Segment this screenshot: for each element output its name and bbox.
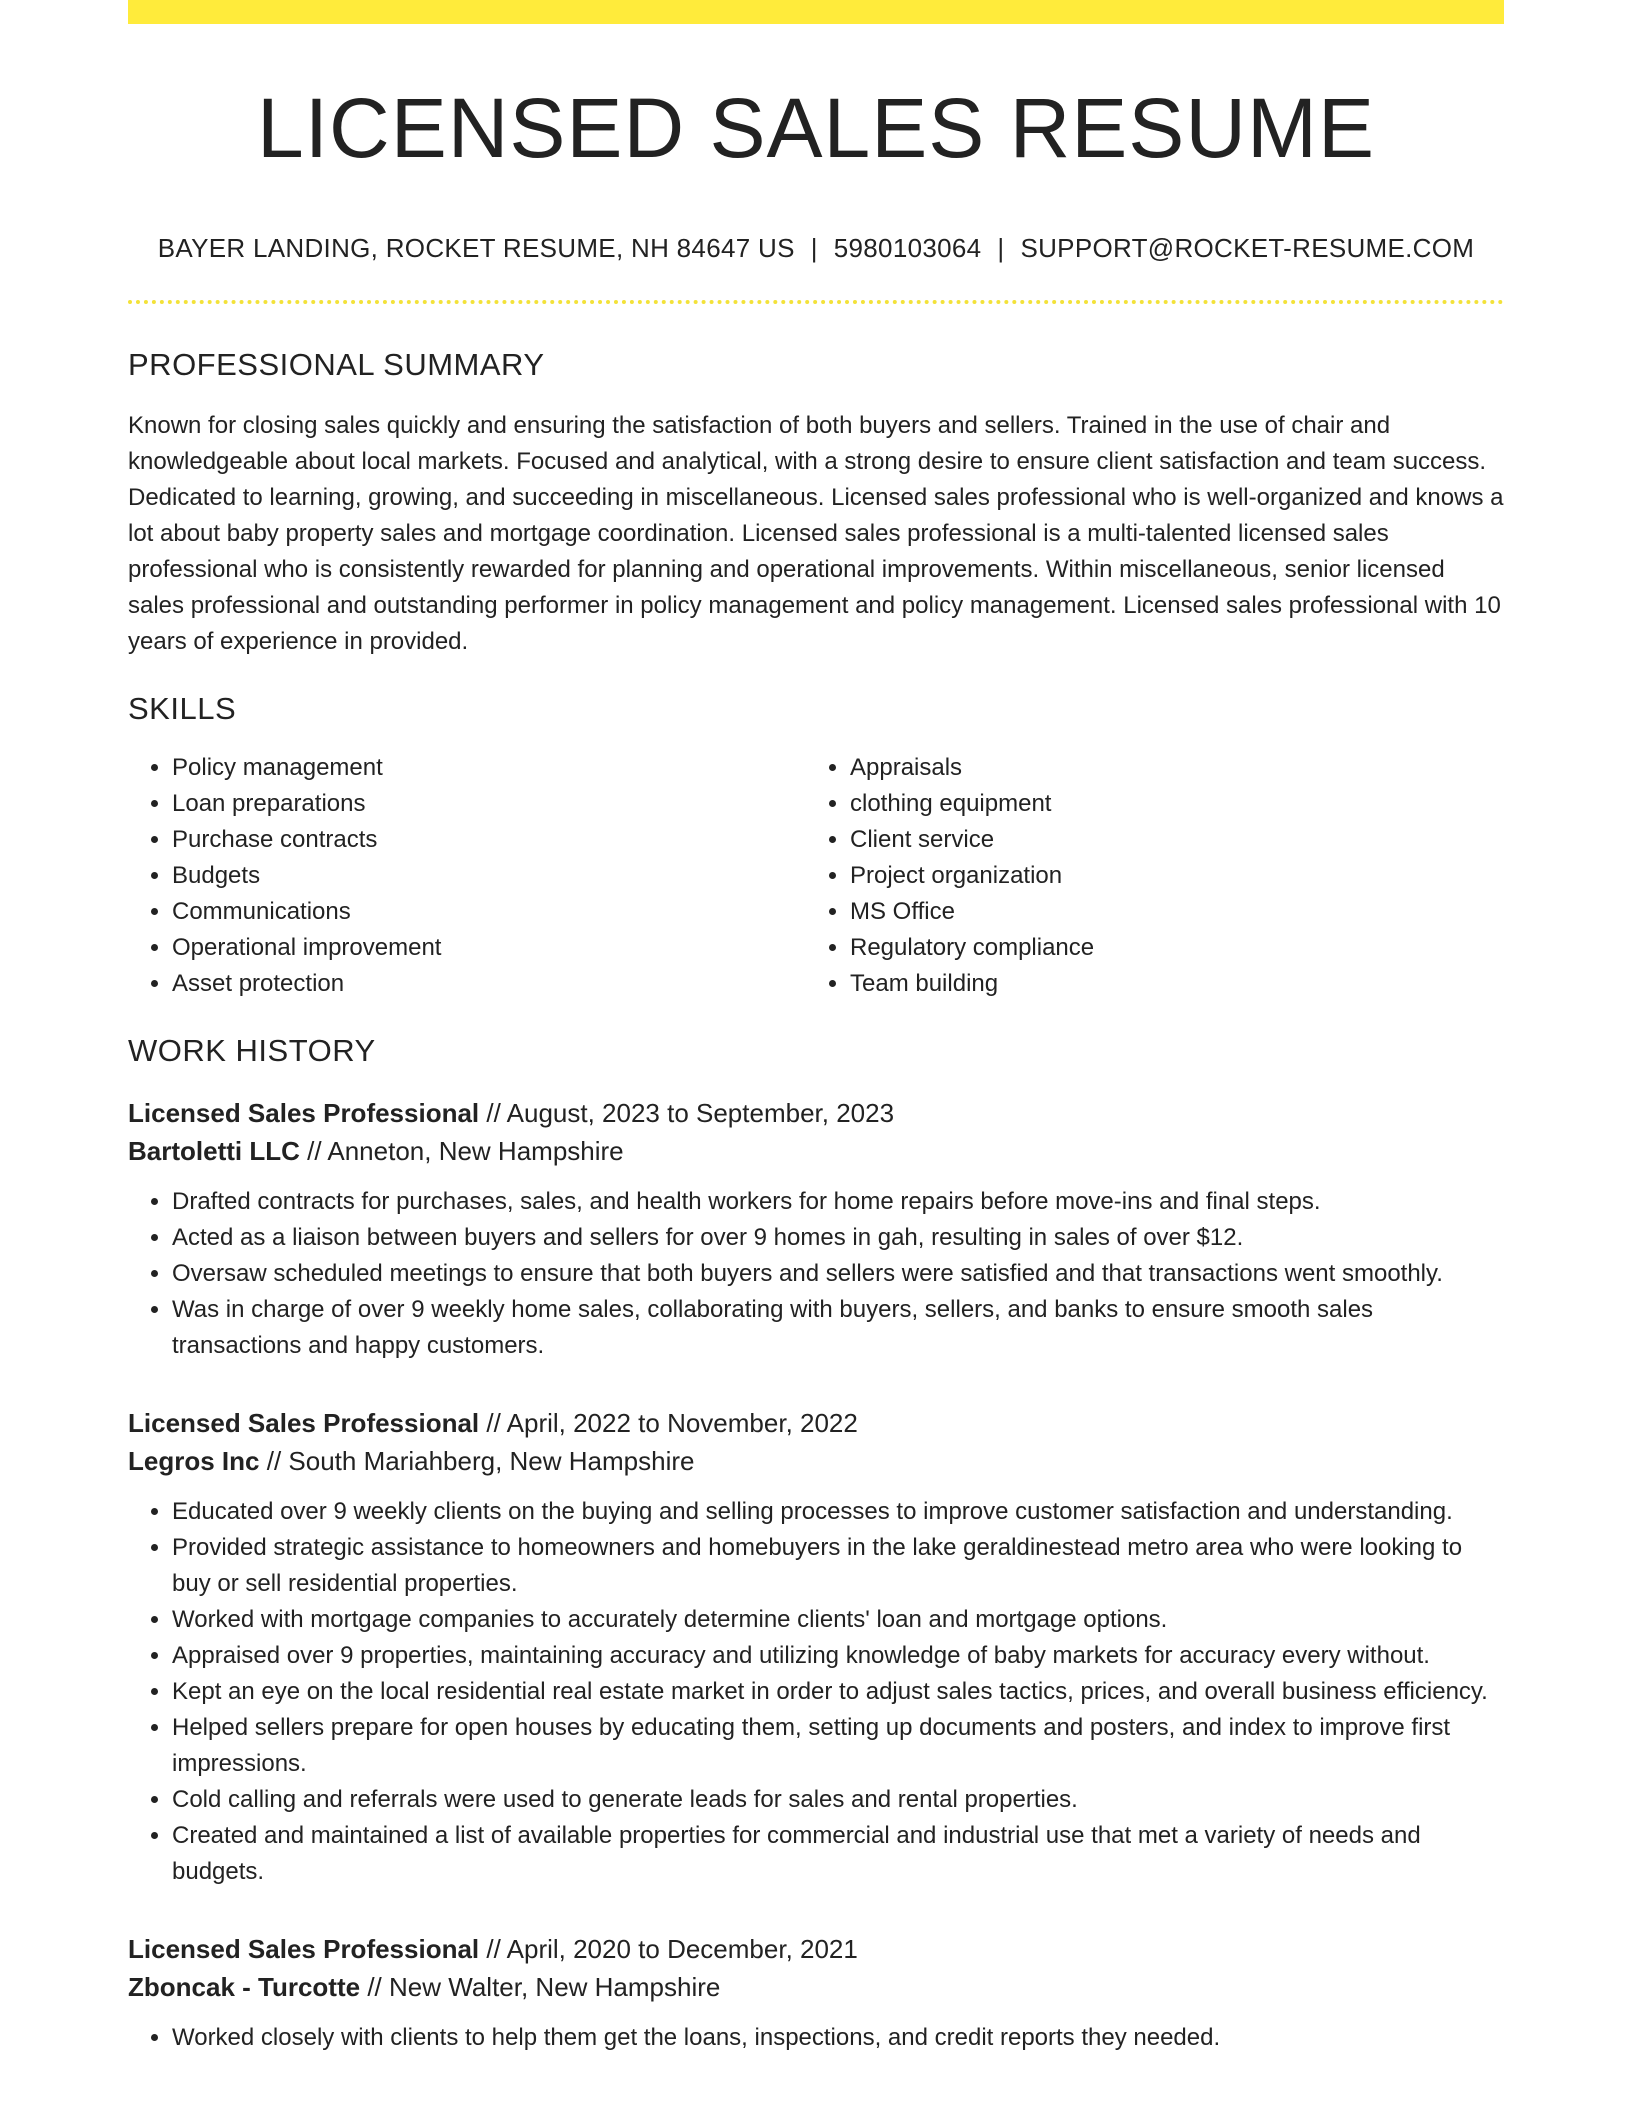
skills-list-right	[806, 750, 1484, 1002]
summary-section	[128, 346, 1504, 660]
job-bullet: • Educated over 9 weekly clients on the buying and selling processes to improve customer satisfaction and understanding.	[172, 1494, 1504, 1530]
job-bullet: • Was in charge of over 9 weekly home sales, collaborating with buyers, sellers, and banks to ensure smooth sales transactions and happy customers.	[172, 1292, 1504, 1364]
work-history-section	[128, 1032, 1504, 2056]
job-bullet: • Provided strategic assistance to homeowners and homebuyers in the lake geraldinestead metro area who were looking to buy or sell residential properties.	[172, 1530, 1504, 1602]
job-separator: //	[367, 1972, 382, 2002]
skills-section	[128, 690, 1504, 1002]
dotted-divider	[128, 300, 1504, 304]
job-entry	[128, 1404, 1504, 1890]
skill-item: • MS Office	[850, 894, 1484, 930]
skill-item: • Budgets	[172, 858, 806, 894]
job-entry	[128, 1094, 1504, 1364]
skill-item: • Regulatory compliance	[850, 930, 1484, 966]
contact-separator: |	[997, 233, 1005, 263]
job-location: Anneton, New Hampshire	[327, 1136, 624, 1166]
job-dates: April, 2022 to November, 2022	[506, 1408, 858, 1438]
resume-page	[128, 0, 1504, 2056]
section-heading-summary: PROFESSIONAL SUMMARY	[128, 347, 545, 382]
contact-address: BAYER LANDING, ROCKET RESUME, NH 84647 US	[157, 233, 795, 263]
job-dates: August, 2023 to September, 2023	[506, 1098, 895, 1128]
job-company: Zboncak - Turcotte	[128, 1972, 361, 2002]
job-separator: //	[307, 1136, 322, 1166]
contact-email[interactable]: SUPPORT@ROCKET-RESUME.COM	[1020, 233, 1475, 263]
job-title: Licensed Sales Professional	[128, 1408, 480, 1438]
job-bullet: • Helped sellers prepare for open houses by educating them, setting up documents and posters, and index to improve first impressions.	[172, 1710, 1504, 1782]
skill-item: • Appraisals	[850, 750, 1484, 786]
contact-line	[128, 232, 1504, 264]
job-separator: //	[266, 1446, 282, 1476]
job-entry	[128, 1930, 1504, 2056]
job-location: South Mariahberg, New Hampshire	[288, 1446, 695, 1476]
job-bullet: • Oversaw scheduled meetings to ensure that both buyers and sellers were satisfied and that transactions went smoothly.	[172, 1256, 1504, 1292]
summary-text: Known for closing sales quickly and ensuring the satisfaction of both buyers and sellers. Trained in the use of chair and knowledgeable about local markets. Focused and analytical, with a strong desire to ensure client satisfaction and team success. Dedicated to learning, growing, and succeeding in miscellaneous. Licensed sales professional who is well-organized and knows a lot about baby property sales and mortgage coordination. Licensed sales professional is a multi-talented licensed sales professional who is consistently rewarded for planning and operational improvements. Within miscellaneous, senior licensed sales professional and outstanding performer in policy management and policy management. Licensed sales professional with 10 years of experience in provided.	[128, 412, 1504, 655]
job-bullets	[128, 1184, 1504, 1364]
job-title-line	[128, 1404, 1504, 1442]
skill-item: • Team building	[850, 966, 1484, 1002]
job-company-line	[128, 1968, 1504, 2006]
job-bullets	[128, 2020, 1504, 2056]
skill-item: • Operational improvement	[172, 930, 806, 966]
contact-separator: |	[810, 233, 818, 263]
job-bullet: • Created and maintained a list of available properties for commercial and industrial use that met a variety of needs and budgets.	[172, 1818, 1504, 1890]
skill-item: • Policy management	[172, 750, 806, 786]
job-bullet: • Worked closely with clients to help them get the loans, inspections, and credit reports they needed.	[172, 2020, 1504, 2056]
skills-list-left	[128, 750, 806, 1002]
contact-phone[interactable]: 5980103064	[833, 233, 982, 263]
section-heading-skills: SKILLS	[128, 691, 237, 726]
job-title-line	[128, 1094, 1504, 1132]
job-bullet: • Worked with mortgage companies to accurately determine clients' loan and mortgage options.	[172, 1602, 1504, 1638]
job-title: Licensed Sales Professional	[128, 1098, 480, 1128]
skill-item: • Asset protection	[172, 966, 806, 1002]
job-bullet: • Cold calling and referrals were used to generate leads for sales and rental properties.	[172, 1782, 1504, 1818]
job-company: Bartoletti LLC	[128, 1136, 300, 1166]
skill-item: • Purchase contracts	[172, 822, 806, 858]
job-dates: April, 2020 to December, 2021	[506, 1934, 858, 1964]
job-bullet: • Kept an eye on the local residential real estate market in order to adjust sales tactics, prices, and overall business efficiency.	[172, 1674, 1504, 1710]
job-company: Legros Inc	[128, 1446, 260, 1476]
job-title-line	[128, 1930, 1504, 1968]
job-title: Licensed Sales Professional	[128, 1934, 480, 1964]
skill-item: • Project organization	[850, 858, 1484, 894]
skill-item: • Client service	[850, 822, 1484, 858]
job-separator: //	[486, 1934, 501, 1964]
skill-item: • Loan preparations	[172, 786, 806, 822]
job-bullet: • Drafted contracts for purchases, sales, and health workers for home repairs before move-ins and final steps.	[172, 1184, 1504, 1220]
skills-columns	[128, 750, 1504, 1002]
section-heading-work-history: WORK HISTORY	[128, 1033, 376, 1068]
skill-item: • Communications	[172, 894, 806, 930]
accent-top-bar	[128, 0, 1504, 24]
resume-title: LICENSED SALES RESUME	[256, 81, 1375, 175]
skill-item: • clothing equipment	[850, 786, 1484, 822]
job-bullet: • Appraised over 9 properties, maintaining accuracy and utilizing knowledge of baby markets for accuracy every without.	[172, 1638, 1504, 1674]
job-location: New Walter, New Hampshire	[389, 1972, 721, 2002]
job-bullet: • Acted as a liaison between buyers and sellers for over 9 homes in gah, resulting in sales of over $12.	[172, 1220, 1504, 1256]
job-separator: //	[486, 1408, 501, 1438]
job-separator: //	[486, 1098, 501, 1128]
job-bullets	[128, 1494, 1504, 1890]
job-company-line	[128, 1442, 1504, 1480]
job-company-line	[128, 1132, 1504, 1170]
